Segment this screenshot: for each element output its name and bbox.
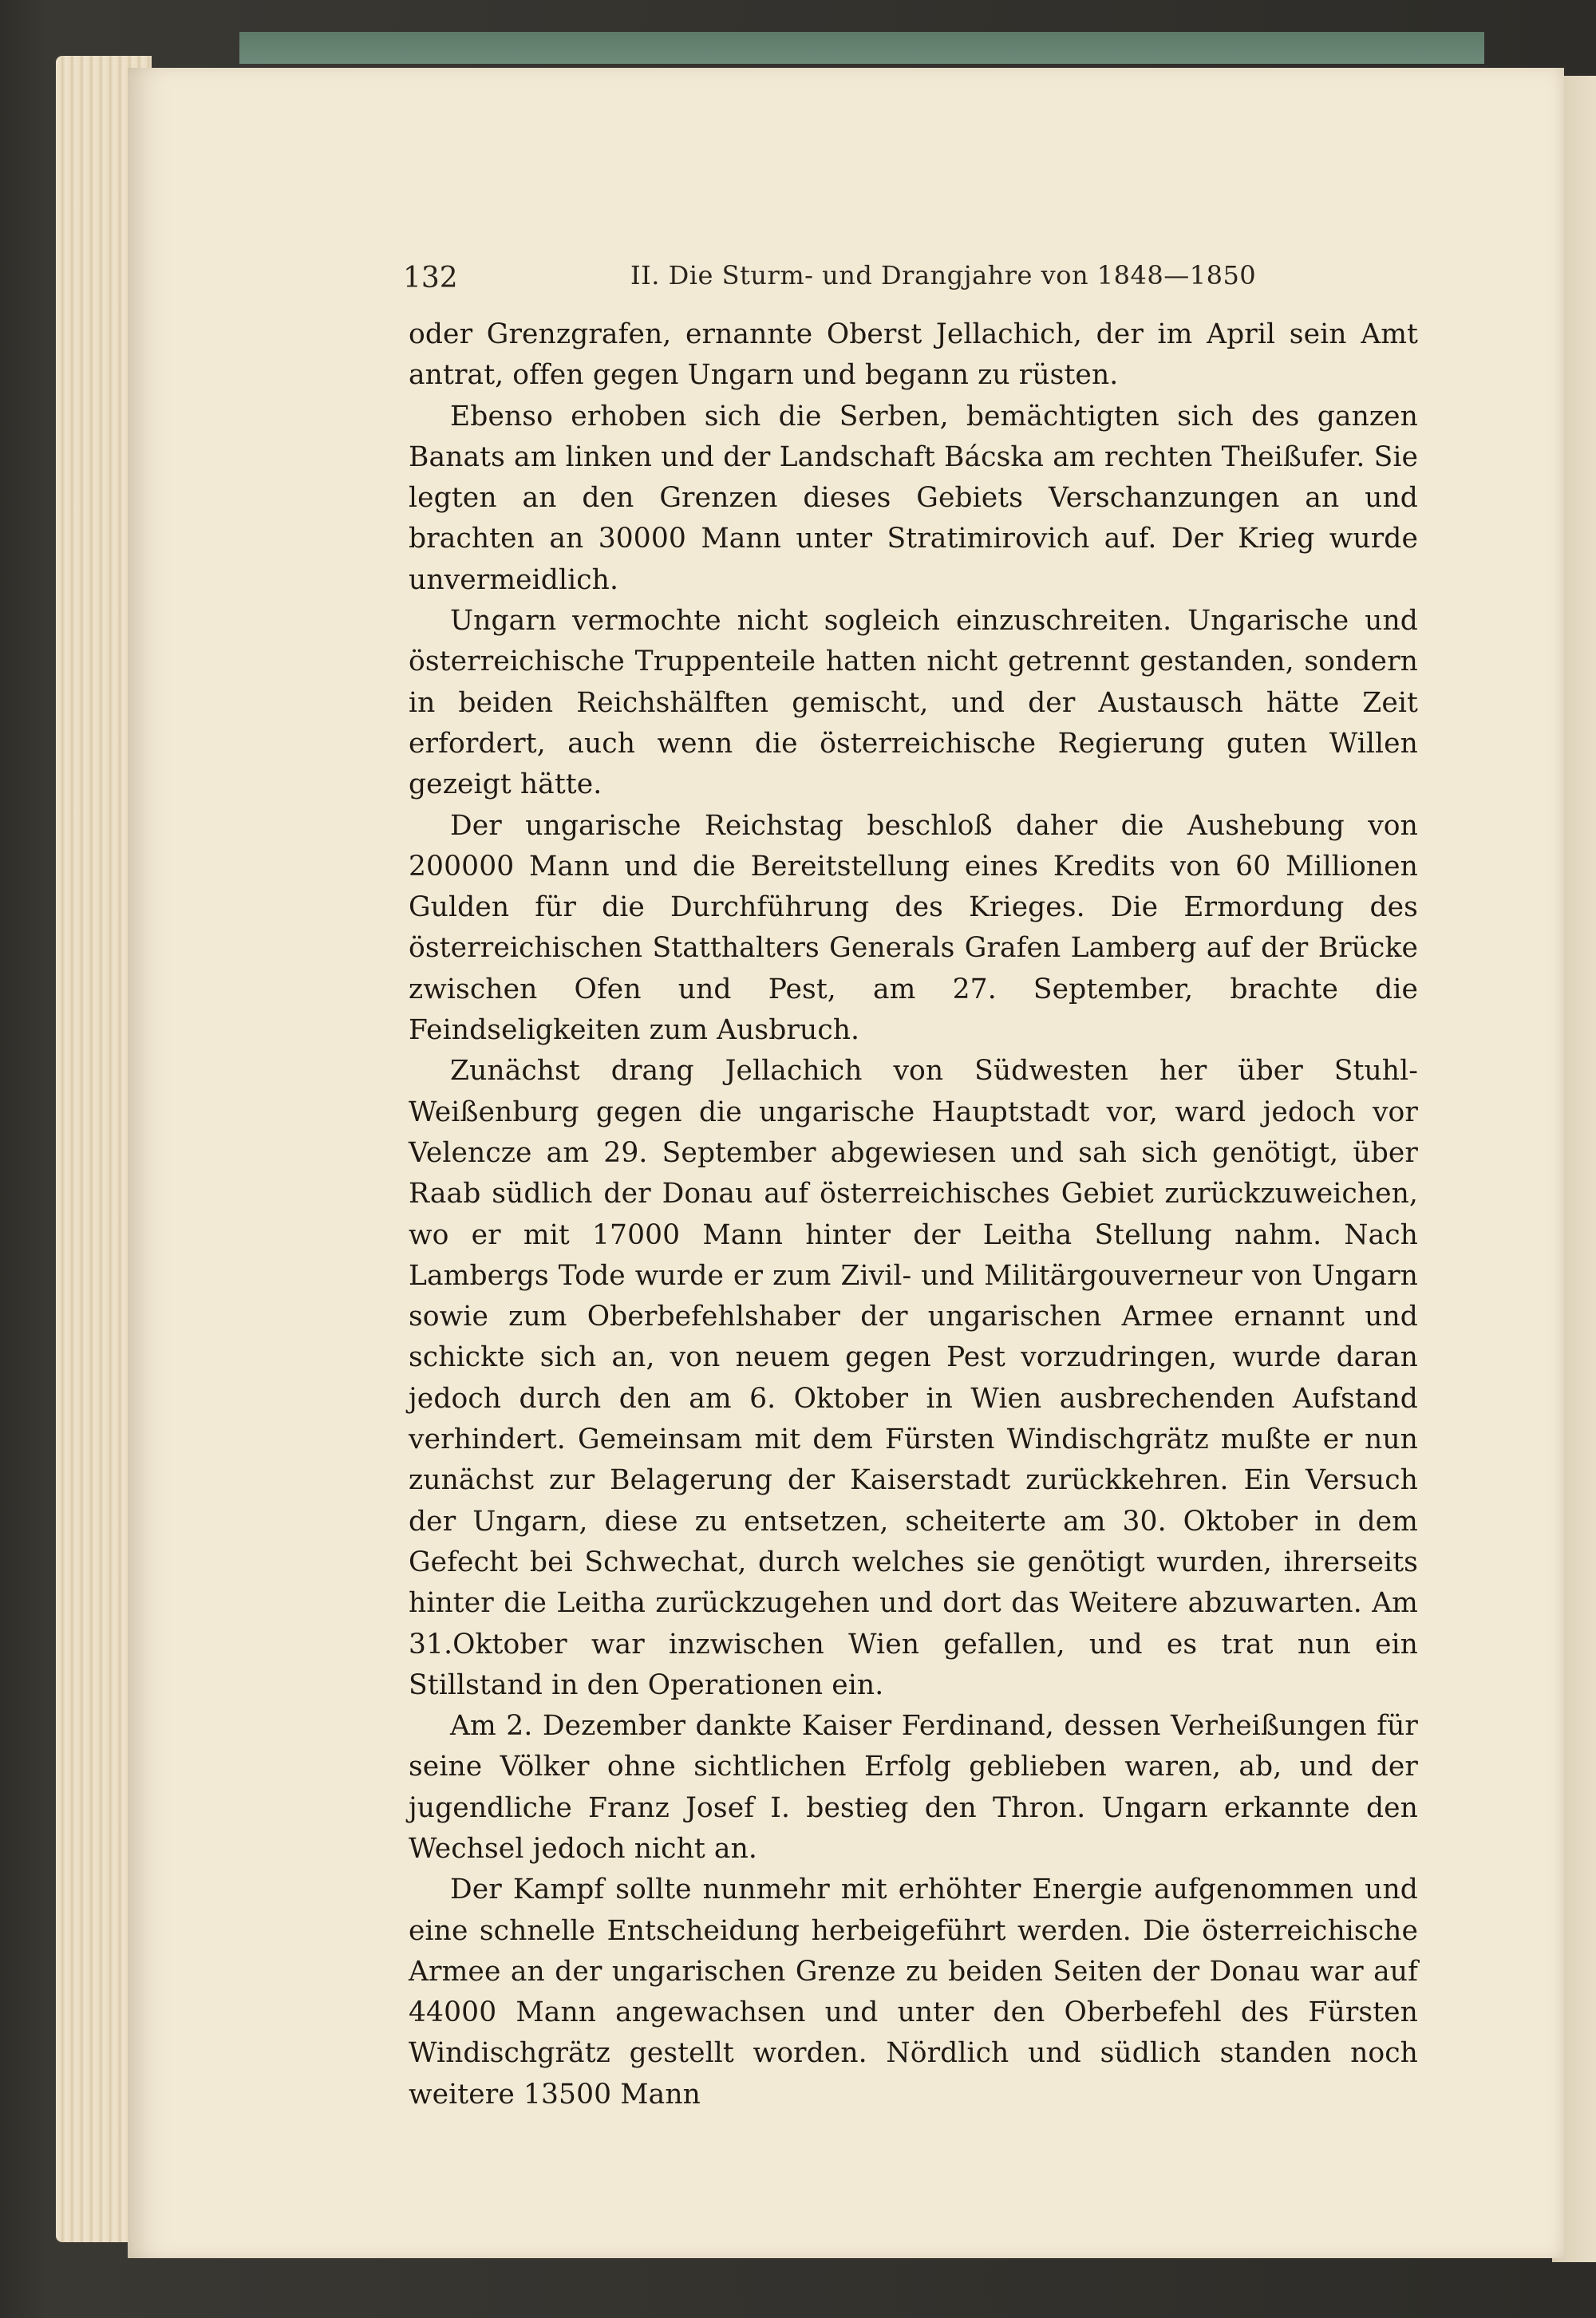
paragraph-1: oder Grenzgrafen, ernannte Oberst Jellachich, der im April sein Amt antrat, offen gegen Ungarn und begann zu rüsten. [409, 318, 1418, 392]
paragraph-7: Der Kampf sollte nunmehr mit erhöhter Energie aufgenommen und eine schnelle Entscheidung herbeigeführt werden. Die österreichische Armee an der ungarischen Grenze zu beiden Seiten der Donau war auf 44000 Mann angewachsen und unter den Oberbefehl des Fürsten Windischgrätz gestellt worden. Nördlich und südlich standen noch weitere 13500 Mann [409, 1874, 1418, 2111]
paragraph-2: Ebenso erhoben sich die Serben, bemächtigten sich des ganzen Banats am linken und der Landschaft Bácska am rechten Theißufer. Sie legten an den Grenzen dieses Gebiets Verschanzungen an und brachten an 30000 Mann unter Stratimirovich auf. Der Krieg wurde unvermeidlich. [409, 400, 1418, 596]
paragraph-5: Zunächst drang Jellachich von Südwesten her über Stuhl-Weißenburg gegen die ungarische Hauptstadt vor, ward jedoch vor Velencze am 29. September abgewiesen und sah sich genötigt, über Raab südlich der Donau auf österreichisches Gebiet zurückzuweichen, wo er mit 17000 Mann hinter der Leitha Stellung nahm. Nach Lambergs Tode wurde er zum Zivil- und Militärgouverneur von Ungarn sowie zum Oberbefehlshaber der ungarischen Armee ernannt und schickte sich an, von neuem gegen Pest vorzudringen, wurde daran jedoch durch den am 6. Oktober in Wien ausbrechenden Aufstand verhindert. Gemeinsam mit dem Fürsten Windischgrätz mußte er nun zunächst zur Belagerung der Kaiserstadt zurückkehren. Ein Versuch der Ungarn, diese zu entsetzen, scheiterte am 30. Oktober in dem Gefecht bei Schwechat, durch welches sie genötigt wurden, ihrerseits hinter die Leitha zurückzugehen und dort das Weitere abzuwarten. Am 31.Oktober war inzwischen Wien gefallen, und es trat nun ein Stillstand in den Operationen ein. [409, 1055, 1418, 1701]
paragraph-4: Der ungarische Reichstag beschloß daher die Aushebung von 200000 Mann und die Bereitstellung eines Kredits von 60 Millionen Gulden für die Durchführung des Krieges. Die Ermordung des österreichischen Statthalters Generals Grafen Lamberg auf der Brücke zwischen Ofen und Pest, am 27. September, brachte die Feindseligkeiten zum Ausbruch. [409, 809, 1418, 1047]
paragraph-6: Am 2. Dezember dankte Kaiser Ferdinand, dessen Verheißungen für seine Völker ohne sichtlichen Erfolg geblieben waren, ab, und der jugendliche Franz Josef I. bestieg den Thron. Ungarn erkannte den Wechsel jedoch nicht an. [409, 1710, 1418, 1865]
page-header [403, 254, 1393, 302]
page-number: 132 [403, 262, 458, 294]
green-binding-strip [239, 32, 1484, 64]
running-title: II. Die Sturm- und Drangjahre von 1848—1850 [630, 260, 1257, 290]
body-text [409, 314, 1418, 2115]
paragraph-3: Ungarn vermochte nicht sogleich einzuschreiten. Ungarische und österreichische Truppenteile hatten nicht getrennt gestanden, sondern in beiden Reichshälften gemischt, und der Austausch hätte Zeit erfordert, auch wenn die österreichische Regierung guten Willen gezeigt hätte. [409, 605, 1418, 801]
